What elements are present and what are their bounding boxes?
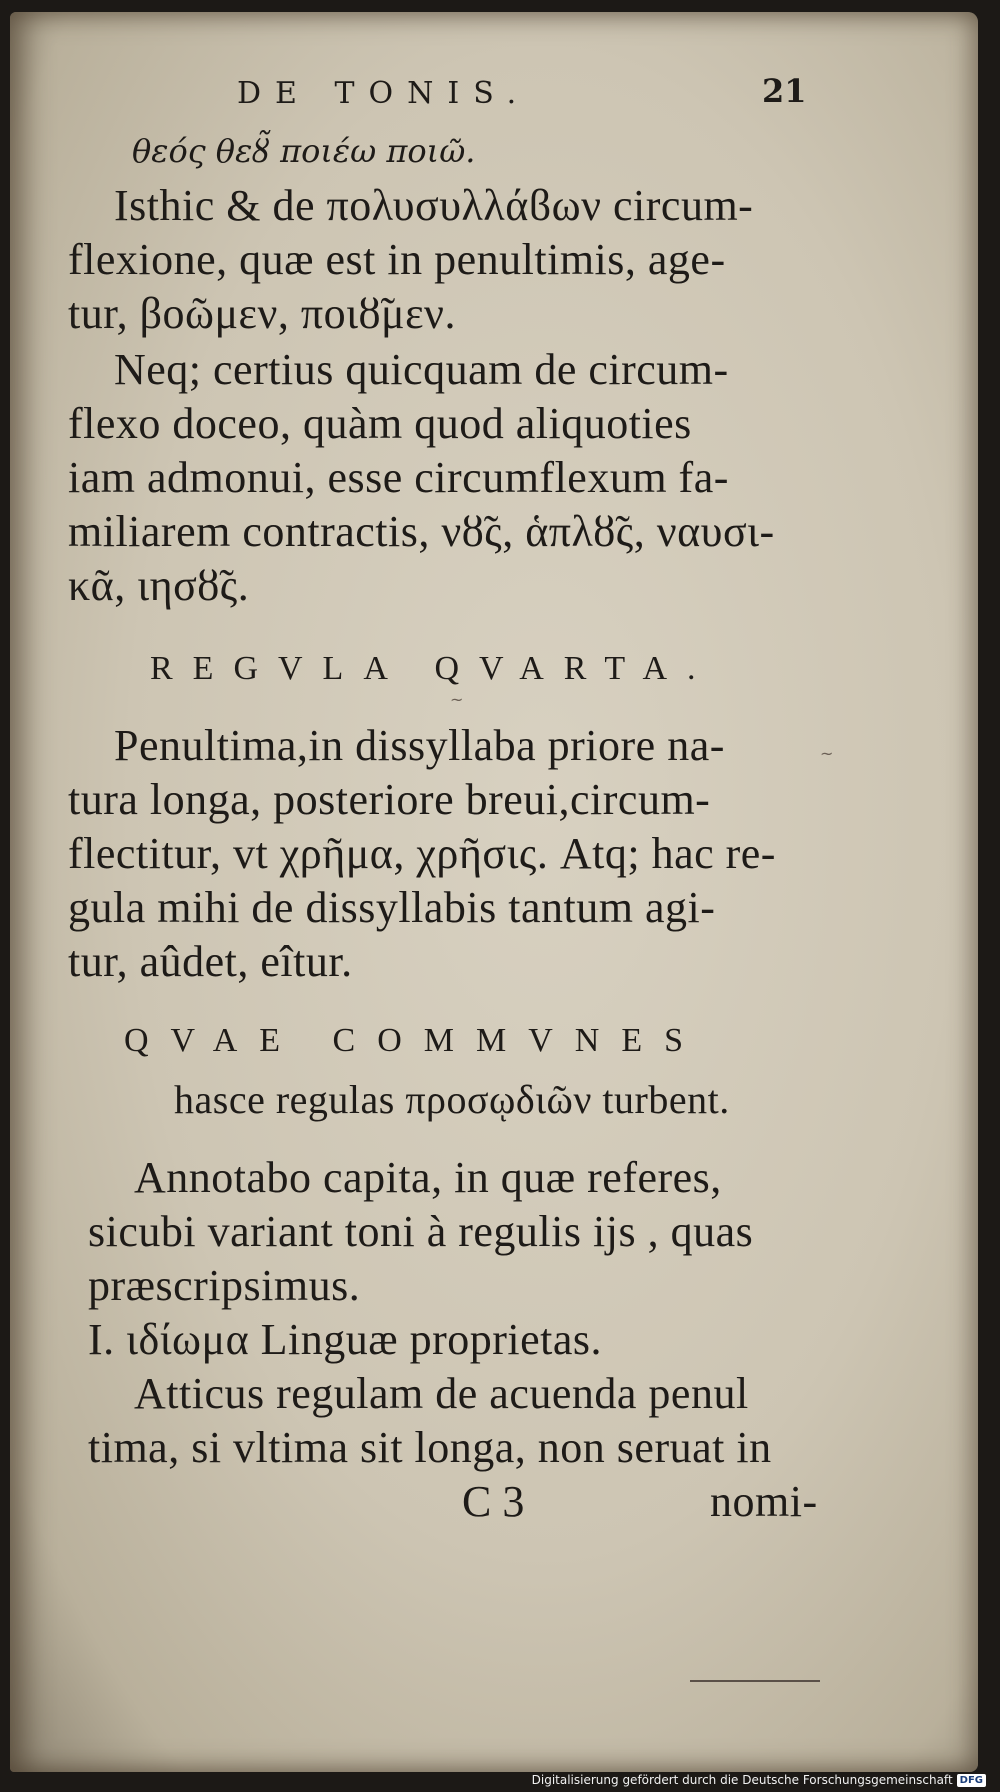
text-line: hasce regulas προσῳδιῶν turbent.: [174, 1077, 730, 1122]
text-line: tura longa, posteriore breui,circum-: [68, 775, 711, 824]
margin-annotation: ~: [450, 690, 464, 709]
section-heading: REGVLA QVARTA.: [150, 650, 716, 687]
signature-mark: C 3: [462, 1477, 525, 1526]
text-line: gula mihi de dissyllabis tantum agi-: [68, 883, 716, 932]
catchword: nomi-: [710, 1477, 818, 1526]
text-line: iam admonui, esse circumflexum fa-: [68, 453, 729, 502]
text-line: præscripsimus.: [88, 1261, 361, 1310]
page-number: 21: [762, 72, 807, 110]
credit-text: Digitalisierung gefördert durch die Deutsche Forschungsgemeinschaft: [531, 1773, 953, 1787]
digitization-credit: [532, 1770, 986, 1790]
paper-page: [10, 12, 978, 1772]
text-line: tur, βοῶμεν, ποιȣ̃μεν.: [68, 289, 456, 338]
text-line: tur, aûdet, eîtur.: [68, 937, 353, 986]
text-line: flexo doceo, quàm quod aliquoties: [68, 399, 692, 448]
text-line: Penultima,in dissyllaba priore na-: [114, 721, 725, 770]
margin-annotation: ~: [820, 744, 834, 763]
text-line: sicubi variant toni à regulis ijs , quas: [88, 1207, 754, 1256]
pen-stroke: [690, 1680, 820, 1682]
text-line: Neq; certius quicquam de circum-: [114, 345, 729, 394]
text-line: I. ιδίωμα Linguæ proprietas.: [88, 1315, 603, 1364]
text-line: miliarem contractis, νȣ̃ς, ἁπλȣ̃ς, ναυσι-: [68, 507, 775, 556]
text-line: flectitur, vt χρῆμα, χρῆσις. Atq; hac re-: [68, 829, 776, 878]
text-line: Annotabo capita, in quæ referes,: [134, 1153, 722, 1202]
running-title: DE TONIS.: [237, 76, 531, 111]
text-line: θεός θεȣ̃ ποιέω ποιῶ.: [132, 132, 476, 170]
text-line: Atticus regulam de acuenda penul: [134, 1369, 749, 1418]
text-line: Isthic & de πολυσυλλάϐων circum-: [114, 181, 754, 230]
text-line: κᾶ, ιησȣ̃ς.: [68, 561, 250, 610]
section-heading: QVAE COMMVNES: [124, 1022, 706, 1059]
dfg-logo: DFG: [957, 1774, 986, 1787]
text-line: flexione, quæ est in penultimis, age-: [68, 235, 726, 284]
text-line: tima, si vltima sit longa, non seruat in: [88, 1423, 772, 1472]
